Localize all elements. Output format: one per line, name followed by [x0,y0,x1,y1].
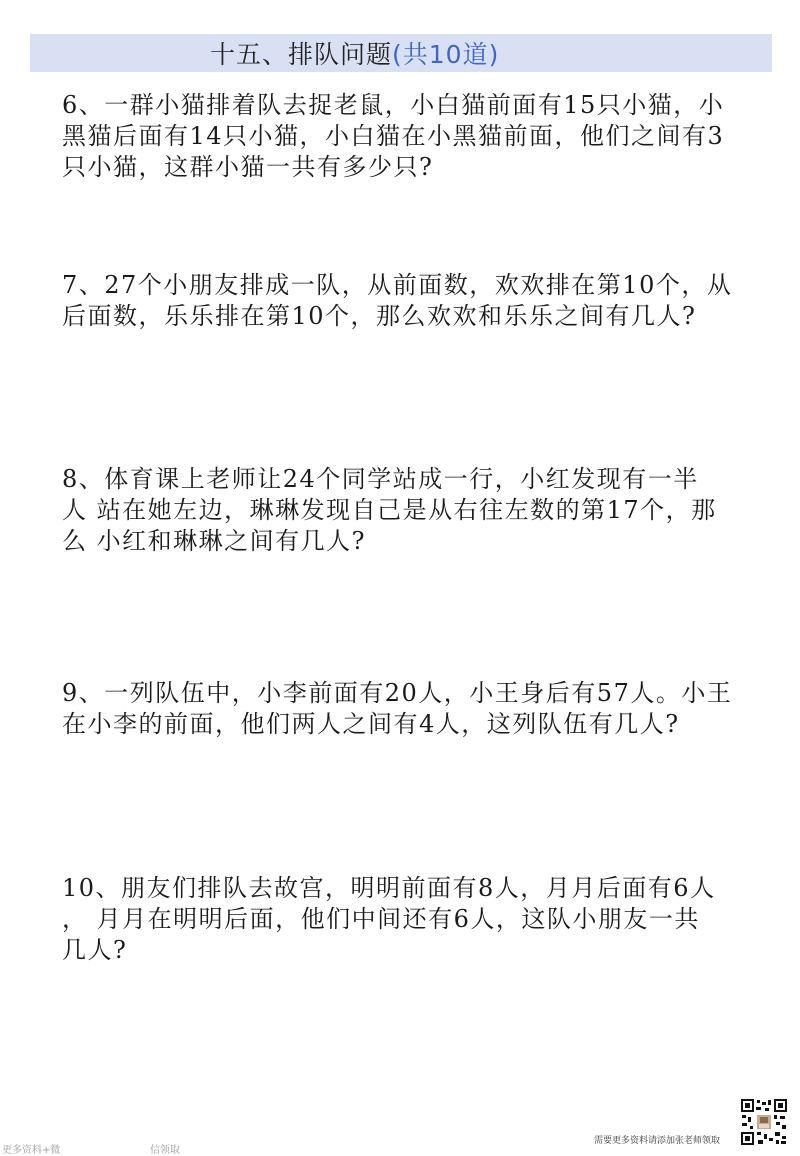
question-6 [62,90,752,183]
question-9 [62,678,752,740]
question-count: (共10道) [392,40,500,69]
question-line: 只小猫，这群小猫一共有多少只? [62,153,434,181]
qr-code-icon [740,1098,788,1146]
question-line: 7、27个小朋友排成一队，从前面数，欢欢排在第10个，从 [62,271,733,299]
question-line: 在小李的前面，他们两人之间有4人，这列队伍有几人? [62,710,680,738]
question-line: 8、体育课上老师让24个同学站成一行，小红发现有一半 [62,465,699,493]
question-line: 6、一群小猫排着队去捉老鼠，小白猫前面有15只小猫，小 [62,91,725,119]
question-line: 10、朋友们排队去故宫，明明前面有8人，月月后面有6人 [62,874,716,902]
question-7 [62,270,752,332]
question-line: 9、一列队伍中，小李前面有20人，小王身后有57人。小王 [62,679,733,707]
question-line: 么 小红和琳琳之间有几人? [62,527,366,555]
footer-watermark-middle: 信领取 [150,1145,180,1156]
question-line: 黑猫后面有14只小猫，小白猫在小黑猫前面，他们之间有3 [62,122,725,150]
footer-contact-note: 需要更多资料请添加张老师领取 [594,1136,721,1146]
question-line: 人 站在她左边，琳琳发现自己是从右往左数的第17个，那 [62,496,717,524]
footer-watermark-left: 更多资料+微 [2,1145,61,1156]
question-line: 后面数，乐乐排在第10个，那么欢欢和乐乐之间有几人? [62,302,697,330]
question-line: 几人? [62,936,128,964]
page-title [210,40,499,70]
page-title-text: 十五、排队问题 [210,40,393,69]
question-8 [62,464,752,557]
question-line: ， 月月在明明后面，他们中间还有6人，这队小朋友一共 [62,905,700,933]
question-10 [62,873,752,966]
